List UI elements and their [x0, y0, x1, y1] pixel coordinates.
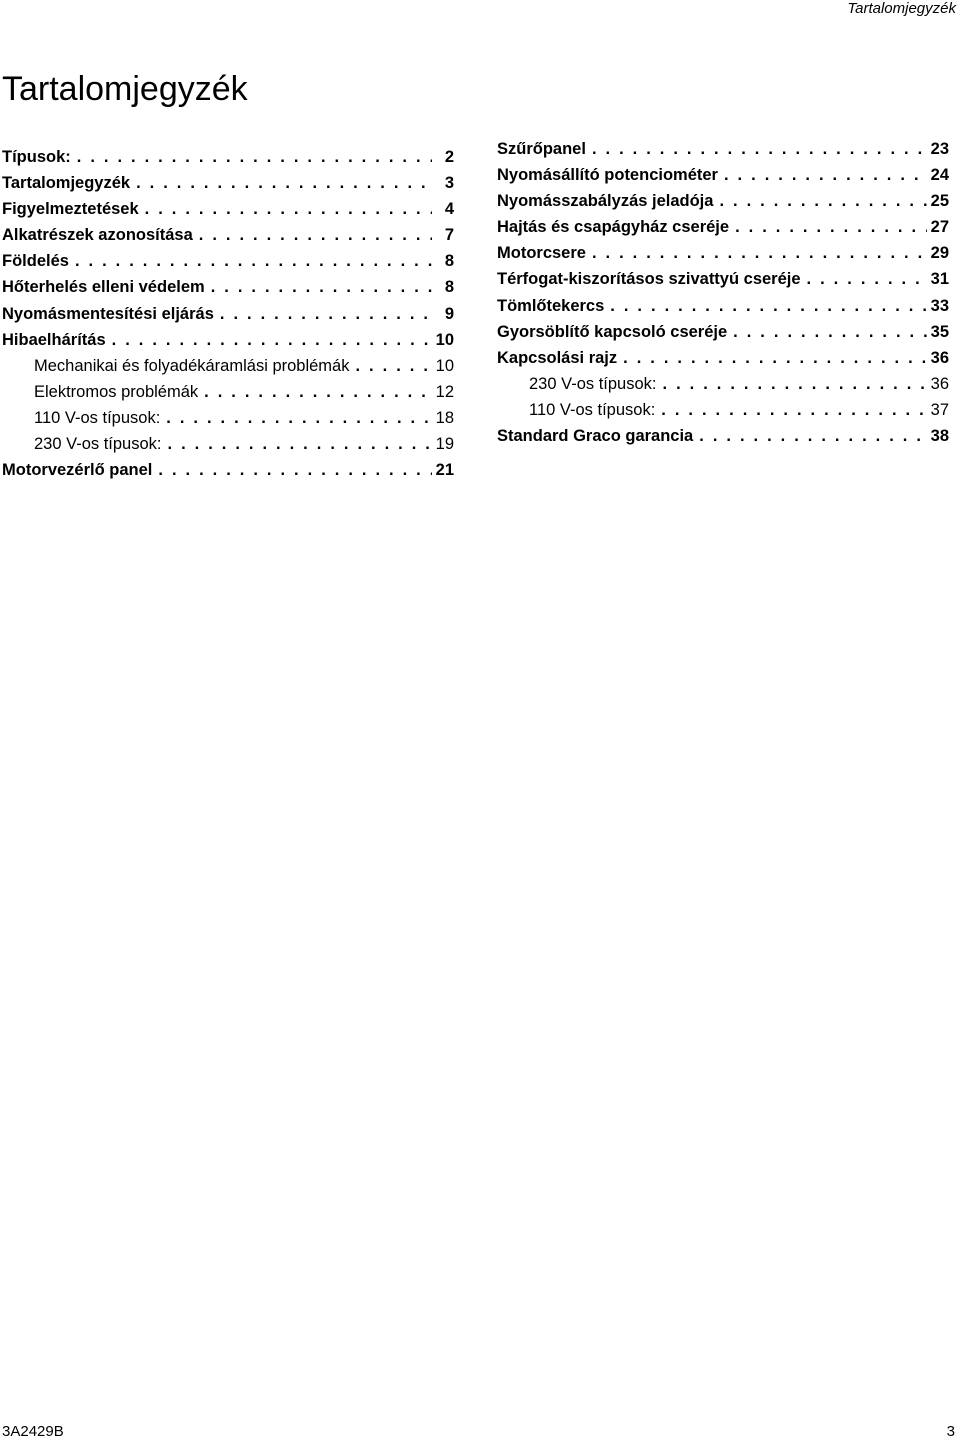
footer-doc-code: 3A2429B	[2, 1423, 64, 1440]
toc-entry[interactable]	[497, 188, 949, 214]
toc-entry-page: 10	[435, 330, 454, 349]
toc-entry-page: 12	[435, 382, 454, 401]
toc-entry[interactable]	[497, 397, 949, 423]
toc-leader-dots	[724, 162, 927, 188]
toc-leader-dots	[145, 196, 432, 222]
toc-entry-page: 37	[930, 400, 949, 419]
toc-entry-label: 230 V-os típusok:	[529, 374, 657, 393]
toc-entry-label: 110 V-os típusok:	[34, 408, 161, 427]
toc-leader-dots	[112, 327, 432, 353]
toc-entry[interactable]	[497, 162, 949, 188]
toc-entry-page: 33	[930, 296, 949, 315]
toc-entry-page: 27	[930, 218, 949, 237]
toc-right-column	[497, 136, 949, 449]
toc-entry[interactable]	[2, 301, 454, 327]
toc-entry-label: Nyomásállító potenciométer	[497, 166, 718, 185]
toc-entry[interactable]	[497, 136, 949, 162]
toc-leader-dots	[77, 144, 432, 170]
toc-leader-dots	[663, 371, 927, 397]
toc-entry[interactable]	[2, 144, 454, 170]
toc-entry-label: 110 V-os típusok:	[529, 400, 656, 419]
toc-entry-label: Motorvezérlő panel	[2, 461, 153, 480]
toc-entry[interactable]	[2, 405, 454, 431]
toc-leader-dots	[166, 405, 431, 431]
toc-entry[interactable]	[497, 371, 949, 397]
toc-entry[interactable]	[2, 379, 454, 405]
toc-leader-dots	[735, 214, 927, 240]
toc-entry-page: 23	[930, 140, 949, 158]
toc-entry-label: Motorcsere	[497, 244, 586, 263]
toc-entry[interactable]	[497, 240, 949, 266]
toc-entry-page: 36	[930, 374, 949, 393]
toc-entry-page: 9	[444, 304, 454, 323]
toc-entry[interactable]	[497, 345, 949, 371]
toc-leader-dots	[168, 431, 432, 457]
toc-entry-label: Hajtás és csapágyház cseréje	[497, 218, 730, 237]
toc-entry[interactable]	[2, 353, 454, 379]
toc-entry-page: 4	[444, 200, 454, 219]
toc-entry-label: Szűrőpanel	[497, 140, 586, 158]
toc-entry[interactable]	[2, 457, 454, 483]
toc-entry-label: Standard Graco garancia	[497, 427, 694, 446]
toc-entry-label: Típusok:	[2, 148, 71, 166]
toc-entry-label: Gyorsöblítő kapcsoló cseréje	[497, 322, 728, 341]
toc-leader-dots	[610, 293, 926, 319]
toc-entry[interactable]	[2, 327, 454, 353]
toc-leader-dots	[199, 222, 432, 248]
toc-entry[interactable]	[2, 170, 454, 196]
toc-entry-label: 230 V-os típusok:	[34, 435, 162, 454]
toc-leader-dots	[623, 345, 927, 371]
toc-entry-label: Elektromos problémák	[34, 382, 199, 401]
toc-entry-page: 18	[435, 408, 454, 427]
toc-entry[interactable]	[497, 293, 949, 319]
toc-leader-dots	[592, 240, 927, 266]
toc-entry-label: Hibaelhárítás	[2, 330, 106, 349]
toc-entry[interactable]	[2, 274, 454, 300]
toc-leader-dots	[592, 136, 927, 162]
toc-entry-label: Térfogat-kiszorításos szivattyú cseréje	[497, 270, 801, 289]
toc-entry-label: Nyomásmentesítési eljárás	[2, 304, 214, 323]
toc-leader-dots	[719, 188, 926, 214]
toc-entry-label: Tartalomjegyzék	[2, 174, 131, 193]
toc-entry-page: 2	[444, 148, 454, 166]
toc-entry[interactable]	[497, 214, 949, 240]
toc-entry-page: 38	[930, 427, 949, 446]
footer-page-number: 3	[946, 1423, 955, 1440]
toc-leader-dots	[355, 353, 431, 379]
toc-entry[interactable]	[497, 266, 949, 292]
toc-entry-label: Figyelmeztetések	[2, 200, 139, 219]
toc-entry-page: 3	[444, 174, 454, 193]
toc-left-column	[2, 144, 454, 483]
toc-entry-label: Kapcsolási rajz	[497, 348, 618, 367]
toc-entry-label: Nyomásszabályzás jeladója	[497, 192, 714, 211]
toc-entry-page: 25	[930, 192, 949, 211]
toc-entry-page: 21	[435, 461, 454, 480]
toc-entry-label: Tömlőtekercs	[497, 296, 605, 315]
toc-leader-dots	[733, 319, 926, 345]
toc-entry-page: 10	[435, 356, 454, 375]
toc-leader-dots	[75, 248, 432, 274]
toc-entry[interactable]	[497, 423, 949, 449]
toc-leader-dots	[211, 274, 432, 300]
toc-entry-page: 24	[930, 166, 949, 185]
toc-entry-label: Alkatrészek azonosítása	[2, 226, 193, 245]
toc-entry[interactable]	[2, 196, 454, 222]
toc-entry[interactable]	[2, 248, 454, 274]
toc-leader-dots	[136, 170, 432, 196]
toc-entry-page: 7	[444, 226, 454, 245]
toc-leader-dots	[204, 379, 431, 405]
toc-leader-dots	[807, 266, 927, 292]
toc-entry-page: 8	[444, 278, 454, 297]
toc-entry-page: 35	[930, 322, 949, 341]
toc-entry-page: 36	[930, 348, 949, 367]
toc-leader-dots	[699, 423, 926, 449]
running-header: Tartalomjegyzék	[847, 0, 956, 17]
toc-entry-page: 29	[930, 244, 949, 263]
toc-entry[interactable]	[2, 431, 454, 457]
toc-leader-dots	[661, 397, 926, 423]
toc-leader-dots	[220, 301, 432, 327]
toc-entry-page: 31	[930, 270, 949, 289]
toc-entry-label: Mechanikai és folyadékáramlási problémák	[34, 356, 350, 375]
toc-entry-label: Hőterhelés elleni védelem	[2, 278, 205, 297]
toc-leader-dots	[158, 457, 431, 483]
toc-entry[interactable]	[2, 222, 454, 248]
toc-entry-page: 19	[435, 435, 454, 454]
toc-entry-page: 8	[444, 252, 454, 271]
toc-entry[interactable]	[497, 319, 949, 345]
page-title: Tartalomjegyzék	[2, 70, 248, 108]
toc-entry-label: Földelés	[2, 252, 69, 271]
